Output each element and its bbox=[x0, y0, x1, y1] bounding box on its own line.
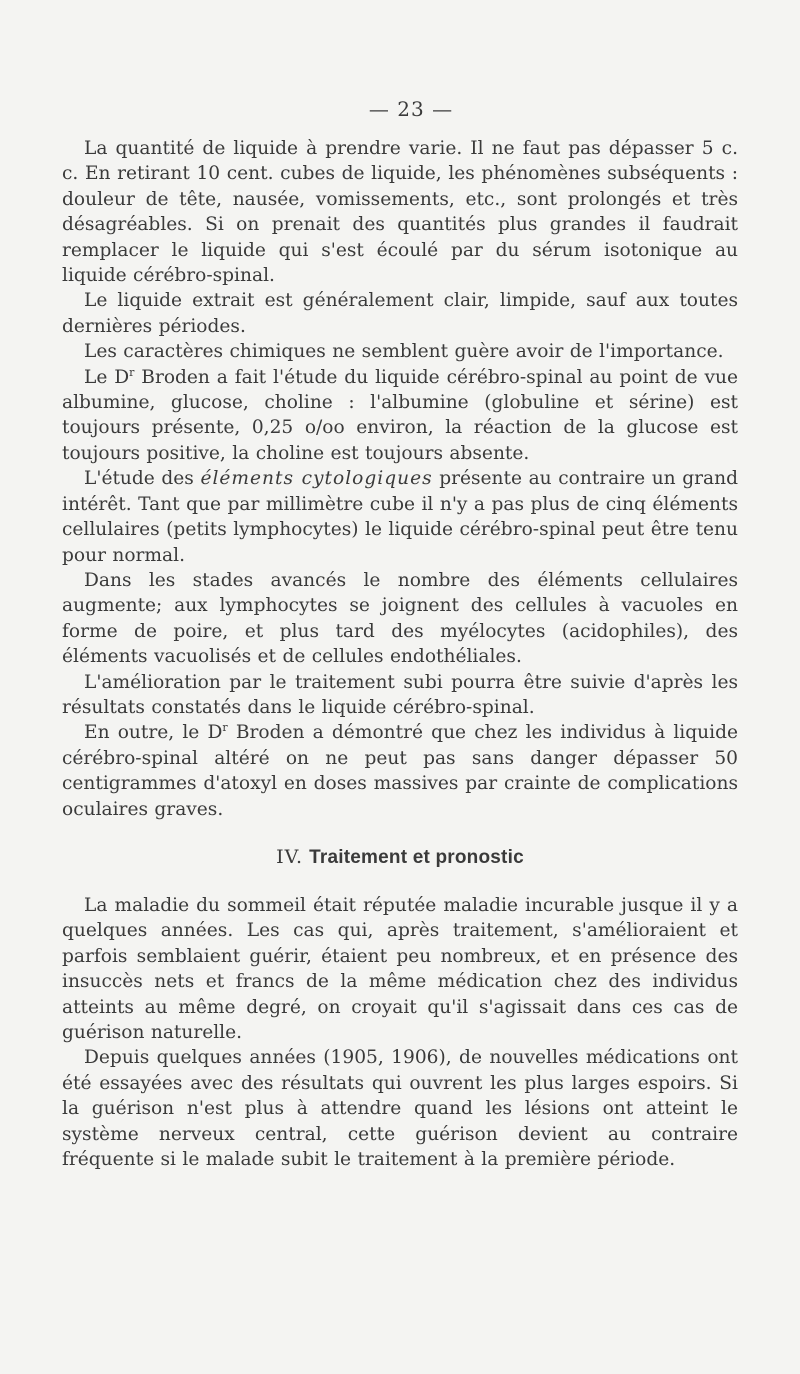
document-page bbox=[62, 96, 738, 1172]
paragraph: Les caractères chimiques ne semblent guère avoir de l'importance. bbox=[84, 341, 724, 363]
text-run: L'étude des bbox=[84, 468, 201, 490]
text-run: En outre, le D bbox=[84, 722, 223, 744]
text-run: présente au contraire un grand intérêt. Tant que par millimètre cube il n'y a pas plus de cinq éléments cellulaires (petits lymphocytes) le liquide cérébro-spinal peut être tenu pour normal. bbox=[62, 468, 738, 566]
superscript: r bbox=[222, 721, 228, 735]
paragraph bbox=[62, 365, 738, 467]
page-number: — 23 — bbox=[368, 97, 454, 121]
paragraph: Le liquide extrait est généralement clair, limpide, sauf aux toutes dernières périodes. bbox=[62, 290, 738, 337]
paragraph: La quantité de liquide à prendre varie. Il ne faut pas dépasser 5 c. c. En retirant 10 cent. cubes de liquide, les phénomènes subséquents : douleur de tête, nausée, vomissements, etc., sont prolongés et très désagréables. Si on prenait des quantités plus grandes il faudrait remplacer le liquide qui s'est écoulé par du sérum isotonique au liquide cérébro-spinal. bbox=[62, 138, 738, 287]
paragraph bbox=[62, 720, 738, 822]
paragraph: Dans les stades avancés le nombre des éléments cellulaires augmente; aux lymphocytes se joignent des cellules à vacuoles en forme de poire, et plus tard des myélocytes (acidophiles), des éléments vacuolisés et de cellules endothéliales. bbox=[62, 569, 738, 668]
text-run: Broden a démontré que chez les individus à liquide cérébro-spinal altéré on ne peut pas sans danger dépasser 50 centigrammes d'atoxyl en doses massives par crainte de complications oculaires graves. bbox=[62, 722, 738, 820]
section-number: IV. bbox=[276, 845, 304, 868]
emphasis: éléments cytologiques bbox=[200, 468, 433, 490]
paragraph bbox=[62, 466, 738, 568]
body-text-before bbox=[62, 136, 738, 822]
section-heading bbox=[62, 844, 738, 871]
superscript: r bbox=[129, 365, 135, 379]
paragraph: Depuis quelques années (1905, 1906), de nouvelles médications ont été essayées avec des résultats qui ouvrent les plus larges espoirs. Si la guérison n'est plus à attendre quand les lésions ont atteint le système nerveux central, cette guérison devient au contraire fréquente si le malade subit le traitement à la première période. bbox=[62, 1047, 738, 1171]
text-run: Le D bbox=[84, 366, 130, 388]
text-run: Broden a fait l'étude du liquide cérébro-spinal au point de vue albumine, glucose, choline : l'albumine (globuline et sérine) est toujours présente, 0,25 o/oo environ, la réaction de la glucose est toujours positive, la choline est toujours absente. bbox=[62, 366, 738, 464]
paragraph: L'amélioration par le traitement subi pourra être suivie d'après les résultats constatés dans le liquide cérébro-spinal. bbox=[62, 671, 738, 718]
paragraph: La maladie du sommeil était réputée maladie incurable jusque il y a quelques années. Les cas qui, après traitement, s'amélioraient et parfois semblaient guérir, étaient peu nombreux, et en présence des insuccès nets et francs de la même médication chez des individus atteints au même degré, on croyait qu'il s'agissait dans ces cas de guérison naturelle. bbox=[62, 894, 738, 1043]
section-title: Traitement et pronostic bbox=[309, 846, 524, 868]
body-text-after bbox=[62, 893, 738, 1172]
